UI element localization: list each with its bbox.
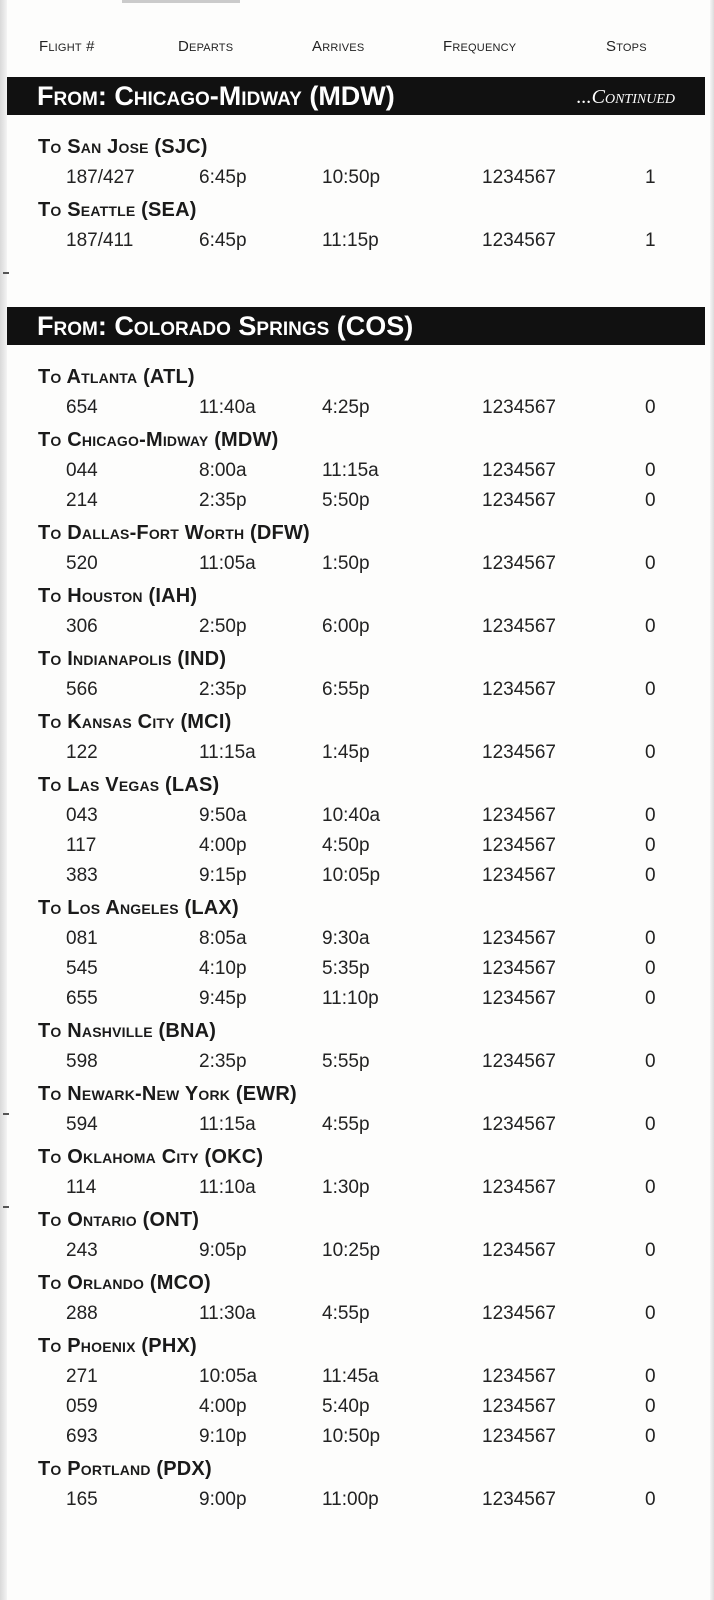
flight-row <box>0 1114 714 1140</box>
stops-count: 0 <box>645 1426 656 1447</box>
header-departs: Departs <box>178 38 234 55</box>
departure-time: 4:10p <box>199 958 247 979</box>
departure-time: 11:15a <box>199 1114 256 1135</box>
frequency-days: 1234567 <box>482 835 556 856</box>
flight-number: 654 <box>66 397 98 418</box>
destination-label: To Newark-New York (EWR) <box>38 1083 297 1105</box>
flight-number: 693 <box>66 1426 98 1447</box>
flight-row <box>0 167 714 193</box>
arrival-time: 11:00p <box>322 1489 379 1510</box>
departure-time: 2:35p <box>199 679 247 700</box>
arrival-time: 5:50p <box>322 490 370 511</box>
stops-count: 0 <box>645 1177 656 1198</box>
binding-mark <box>3 1113 9 1115</box>
departure-time: 11:15a <box>199 742 256 763</box>
frequency-days: 1234567 <box>482 1114 556 1135</box>
stops-count: 0 <box>645 1489 656 1510</box>
flight-row <box>0 958 714 984</box>
stops-count: 0 <box>645 553 656 574</box>
flight-row <box>0 490 714 516</box>
departure-time: 11:30a <box>199 1303 256 1324</box>
flight-row <box>0 835 714 861</box>
flight-row <box>0 1366 714 1392</box>
flight-number: 043 <box>66 805 98 826</box>
departure-time: 11:40a <box>199 397 256 418</box>
frequency-days: 1234567 <box>482 397 556 418</box>
header-flight: Flight # <box>39 38 95 55</box>
destination-label: To Seattle (SEA) <box>38 199 197 221</box>
arrival-time: 1:30p <box>322 1177 370 1198</box>
destination-label: To Nashville (BNA) <box>38 1020 217 1042</box>
header-frequency: Frequency <box>443 38 517 55</box>
flight-row <box>0 805 714 831</box>
stops-count: 1 <box>645 230 656 251</box>
departure-time: 2:50p <box>199 616 247 637</box>
flight-number: 187/427 <box>66 167 135 188</box>
continued-label: ...Continued <box>576 86 675 108</box>
frequency-days: 1234567 <box>482 1177 556 1198</box>
destination-label: To Houston (IAH) <box>38 585 198 607</box>
frequency-days: 1234567 <box>482 865 556 886</box>
section-banner <box>7 77 705 115</box>
flight-number: 655 <box>66 988 98 1009</box>
column-header-row <box>0 38 714 60</box>
stops-count: 0 <box>645 988 656 1009</box>
flight-row <box>0 397 714 423</box>
arrival-time: 11:15a <box>322 460 379 481</box>
destination-label: To Dallas-Fort Worth (DFW) <box>38 522 310 544</box>
cropped-header-remnant <box>122 0 240 3</box>
arrival-time: 4:25p <box>322 397 370 418</box>
flight-number: 165 <box>66 1489 98 1510</box>
flight-number: 520 <box>66 553 98 574</box>
flight-row <box>0 928 714 954</box>
frequency-days: 1234567 <box>482 742 556 763</box>
flight-row <box>0 1396 714 1422</box>
flight-number: 306 <box>66 616 98 637</box>
destination-label: To Los Angeles (LAX) <box>38 897 239 919</box>
departure-time: 11:05a <box>199 553 256 574</box>
frequency-days: 1234567 <box>482 616 556 637</box>
arrival-time: 5:55p <box>322 1051 370 1072</box>
destination-label: To Atlanta (ATL) <box>38 366 195 388</box>
flight-number: 214 <box>66 490 98 511</box>
frequency-days: 1234567 <box>482 230 556 251</box>
frequency-days: 1234567 <box>482 1396 556 1417</box>
stops-count: 0 <box>645 805 656 826</box>
arrival-time: 10:50p <box>322 167 381 188</box>
flight-row <box>0 553 714 579</box>
arrival-time: 10:50p <box>322 1426 381 1447</box>
frequency-days: 1234567 <box>482 1426 556 1447</box>
frequency-days: 1234567 <box>482 928 556 949</box>
stops-count: 0 <box>645 865 656 886</box>
departure-time: 9:05p <box>199 1240 247 1261</box>
flight-number: 383 <box>66 865 98 886</box>
flight-row <box>0 1240 714 1266</box>
stops-count: 1 <box>645 167 656 188</box>
arrival-time: 11:10p <box>322 988 379 1009</box>
destination-label: To Chicago-Midway (MDW) <box>38 429 279 451</box>
frequency-days: 1234567 <box>482 167 556 188</box>
stops-count: 0 <box>645 616 656 637</box>
stops-count: 0 <box>645 1051 656 1072</box>
flight-number: 271 <box>66 1366 98 1387</box>
flight-row <box>0 616 714 642</box>
stops-count: 0 <box>645 397 656 418</box>
stops-count: 0 <box>645 490 656 511</box>
section-banner <box>7 307 705 345</box>
destination-label: To Kansas City (MCI) <box>38 711 232 733</box>
frequency-days: 1234567 <box>482 553 556 574</box>
header-arrives: Arrives <box>312 38 365 55</box>
destination-label: To Ontario (ONT) <box>38 1209 200 1231</box>
arrival-time: 4:55p <box>322 1114 370 1135</box>
section-title: From: Colorado Springs (COS) <box>37 311 414 341</box>
frequency-days: 1234567 <box>482 490 556 511</box>
frequency-days: 1234567 <box>482 460 556 481</box>
flight-row <box>0 1051 714 1077</box>
flight-row <box>0 230 714 256</box>
departure-time: 4:00p <box>199 835 247 856</box>
stops-count: 0 <box>645 958 656 979</box>
stops-count: 0 <box>645 1114 656 1135</box>
stops-count: 0 <box>645 460 656 481</box>
frequency-days: 1234567 <box>482 1366 556 1387</box>
flight-number: 122 <box>66 742 98 763</box>
flight-number: 594 <box>66 1114 98 1135</box>
header-stops: Stops <box>606 38 647 55</box>
departure-time: 6:45p <box>199 230 247 251</box>
arrival-time: 11:15p <box>322 230 379 251</box>
flight-row <box>0 460 714 486</box>
frequency-days: 1234567 <box>482 1489 556 1510</box>
section-title: From: Chicago-Midway (MDW) <box>37 81 395 111</box>
stops-count: 0 <box>645 1396 656 1417</box>
stops-count: 0 <box>645 835 656 856</box>
flight-number: 081 <box>66 928 98 949</box>
arrival-time: 4:55p <box>322 1303 370 1324</box>
arrival-time: 1:45p <box>322 742 370 763</box>
arrival-time: 5:40p <box>322 1396 370 1417</box>
flight-number: 117 <box>66 835 97 856</box>
arrival-time: 10:40a <box>322 805 381 826</box>
flight-row <box>0 988 714 1014</box>
frequency-days: 1234567 <box>482 1240 556 1261</box>
frequency-days: 1234567 <box>482 958 556 979</box>
arrival-time: 5:35p <box>322 958 370 979</box>
stops-count: 0 <box>645 1366 656 1387</box>
flight-number: 044 <box>66 460 98 481</box>
destination-label: To Portland (PDX) <box>38 1458 212 1480</box>
departure-time: 2:35p <box>199 490 247 511</box>
arrival-time: 4:50p <box>322 835 370 856</box>
departure-time: 9:50a <box>199 805 247 826</box>
binding-mark <box>3 272 9 274</box>
departure-time: 8:05a <box>199 928 247 949</box>
departure-time: 11:10a <box>199 1177 256 1198</box>
departure-time: 9:10p <box>199 1426 247 1447</box>
flight-number: 114 <box>66 1177 97 1198</box>
departure-time: 10:05a <box>199 1366 258 1387</box>
stops-count: 0 <box>645 1303 656 1324</box>
destination-label: To Oklahoma City (OKC) <box>38 1146 264 1168</box>
arrival-time: 11:45a <box>322 1366 379 1387</box>
flight-number: 566 <box>66 679 98 700</box>
flight-number: 288 <box>66 1303 98 1324</box>
binding-mark <box>3 1206 9 1208</box>
departure-time: 9:15p <box>199 865 247 886</box>
flight-row <box>0 742 714 768</box>
flight-row <box>0 1177 714 1203</box>
departure-time: 9:00p <box>199 1489 247 1510</box>
arrival-time: 10:05p <box>322 865 381 886</box>
departure-time: 4:00p <box>199 1396 247 1417</box>
departure-time: 6:45p <box>199 167 247 188</box>
flight-number: 187/411 <box>66 230 134 251</box>
arrival-time: 6:00p <box>322 616 370 637</box>
destination-label: To San Jose (SJC) <box>38 136 208 158</box>
destination-label: To Phoenix (PHX) <box>38 1335 197 1357</box>
flight-number: 243 <box>66 1240 98 1261</box>
departure-time: 2:35p <box>199 1051 247 1072</box>
flight-number: 545 <box>66 958 98 979</box>
frequency-days: 1234567 <box>482 805 556 826</box>
flight-row <box>0 1303 714 1329</box>
arrival-time: 10:25p <box>322 1240 381 1261</box>
destination-label: To Orlando (MCO) <box>38 1272 211 1294</box>
destination-label: To Las Vegas (LAS) <box>38 774 220 796</box>
stops-count: 0 <box>645 679 656 700</box>
stops-count: 0 <box>645 928 656 949</box>
frequency-days: 1234567 <box>482 1303 556 1324</box>
flight-row <box>0 679 714 705</box>
arrival-time: 6:55p <box>322 679 370 700</box>
flight-row <box>0 1426 714 1452</box>
flight-row <box>0 865 714 891</box>
frequency-days: 1234567 <box>482 679 556 700</box>
frequency-days: 1234567 <box>482 988 556 1009</box>
destination-label: To Indianapolis (IND) <box>38 648 227 670</box>
departure-time: 8:00a <box>199 460 247 481</box>
stops-count: 0 <box>645 1240 656 1261</box>
frequency-days: 1234567 <box>482 1051 556 1072</box>
flight-row <box>0 1489 714 1515</box>
flight-number: 059 <box>66 1396 98 1417</box>
stops-count: 0 <box>645 742 656 763</box>
departure-time: 9:45p <box>199 988 247 1009</box>
arrival-time: 1:50p <box>322 553 370 574</box>
flight-number: 598 <box>66 1051 98 1072</box>
arrival-time: 9:30a <box>322 928 370 949</box>
